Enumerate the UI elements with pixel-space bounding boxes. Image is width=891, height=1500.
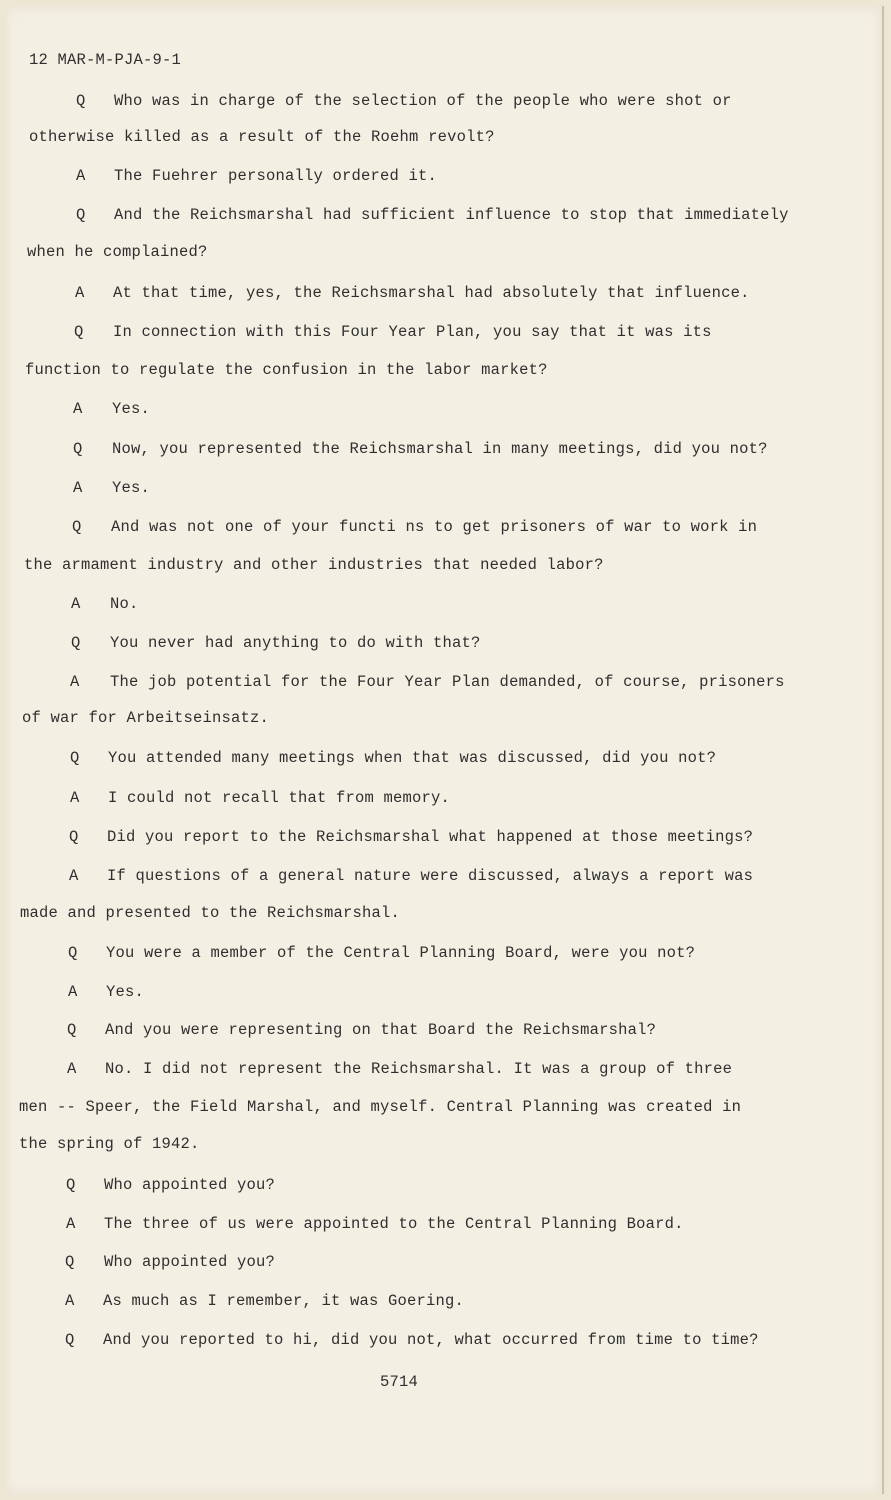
- entry-text: Who appointed you?: [104, 1253, 276, 1271]
- speaker-marker: A: [70, 789, 80, 807]
- entry-text-continued: function to regulate the confusion in the labor market?: [25, 361, 548, 379]
- entry-text: You attended many meetings when that was discussed, did you not?: [108, 749, 717, 767]
- entry-text: Yes.: [112, 400, 151, 418]
- speaker-marker: Q: [66, 1176, 76, 1194]
- speaker-marker: A: [66, 1215, 76, 1233]
- entry-text: You never had anything to do with that?: [110, 634, 481, 652]
- entry-text: Who appointed you?: [104, 1176, 276, 1194]
- entry-text: Now, you represented the Reichsmarshal in many meetings, did you not?: [112, 440, 768, 458]
- speaker-marker: Q: [76, 206, 86, 224]
- entry-text: The job potential for the Four Year Plan demanded, of course, prisoners: [110, 673, 785, 691]
- entry-text: No.: [110, 595, 139, 613]
- entry-text-continued: the spring of 1942.: [19, 1135, 200, 1153]
- speaker-marker: Q: [65, 1253, 75, 1271]
- entry-text: No. I did not represent the Reichsmarshal. It was a group of three: [105, 1060, 733, 1078]
- page-number: 5714: [380, 1373, 419, 1391]
- entry-text: Yes.: [112, 479, 151, 497]
- entry-text-continued: the armament industry and other industries that needed labor?: [24, 556, 604, 574]
- speaker-marker: Q: [67, 1021, 77, 1039]
- entry-text: In connection with this Four Year Plan, you say that it was its: [113, 323, 712, 341]
- speaker-marker: Q: [72, 518, 82, 536]
- speaker-marker: A: [65, 1292, 75, 1310]
- entry-text: Did you report to the Reichsmarshal what happened at those meetings?: [107, 828, 754, 846]
- entry-text: Yes.: [106, 983, 145, 1001]
- speaker-marker: Q: [69, 828, 79, 846]
- entry-text: At that time, yes, the Reichsmarshal had absolutely that influence.: [113, 284, 750, 302]
- speaker-marker: Q: [68, 944, 78, 962]
- entry-text: If questions of a general nature were discussed, always a report was: [107, 867, 754, 885]
- speaker-marker: A: [70, 673, 80, 691]
- entry-text: And you reported to hi, did you not, what occurred from time to time?: [103, 1331, 759, 1349]
- entry-text: And you were representing on that Board the Reichsmarshal?: [105, 1021, 657, 1039]
- speaker-marker: Q: [73, 440, 83, 458]
- speaker-marker: Q: [71, 634, 81, 652]
- speaker-marker: Q: [74, 323, 84, 341]
- speaker-marker: A: [67, 1060, 77, 1078]
- entry-text-continued: of war for Arbeitseinsatz.: [22, 709, 270, 727]
- speaker-marker: A: [76, 167, 86, 185]
- speaker-marker: A: [69, 867, 79, 885]
- speaker-marker: A: [73, 400, 83, 418]
- entry-text: Who was in charge of the selection of the people who were shot or: [114, 92, 732, 110]
- speaker-marker: Q: [65, 1331, 75, 1349]
- entry-text: The Fuehrer personally ordered it.: [114, 167, 438, 185]
- entry-text: I could not recall that from memory.: [108, 789, 451, 807]
- entry-text: The three of us were appointed to the Central Planning Board.: [104, 1215, 684, 1233]
- entry-text: And the Reichsmarshal had sufficient influence to stop that immediately: [114, 206, 789, 224]
- speaker-marker: A: [73, 479, 83, 497]
- speaker-marker: A: [75, 284, 85, 302]
- entry-text-continued: when he complained?: [27, 243, 208, 261]
- entry-text: You were a member of the Central Planning Board, were you not?: [106, 944, 696, 962]
- speaker-marker: Q: [76, 92, 86, 110]
- entry-text-continued: made and presented to the Reichsmarshal.: [20, 904, 401, 922]
- entry-text-continued: men -- Speer, the Field Marshal, and myself. Central Planning was created in: [19, 1098, 742, 1116]
- speaker-marker: Q: [70, 749, 80, 767]
- speaker-marker: A: [71, 595, 81, 613]
- entry-text: And was not one of your functi ns to get prisoners of war to work in: [111, 518, 758, 536]
- entry-text: As much as I remember, it was Goering.: [103, 1292, 465, 1310]
- page-header: 12 MAR-M-PJA-9-1: [29, 51, 182, 69]
- speaker-marker: A: [68, 983, 78, 1001]
- entry-text-continued: otherwise killed as a result of the Roehm revolt?: [29, 128, 495, 146]
